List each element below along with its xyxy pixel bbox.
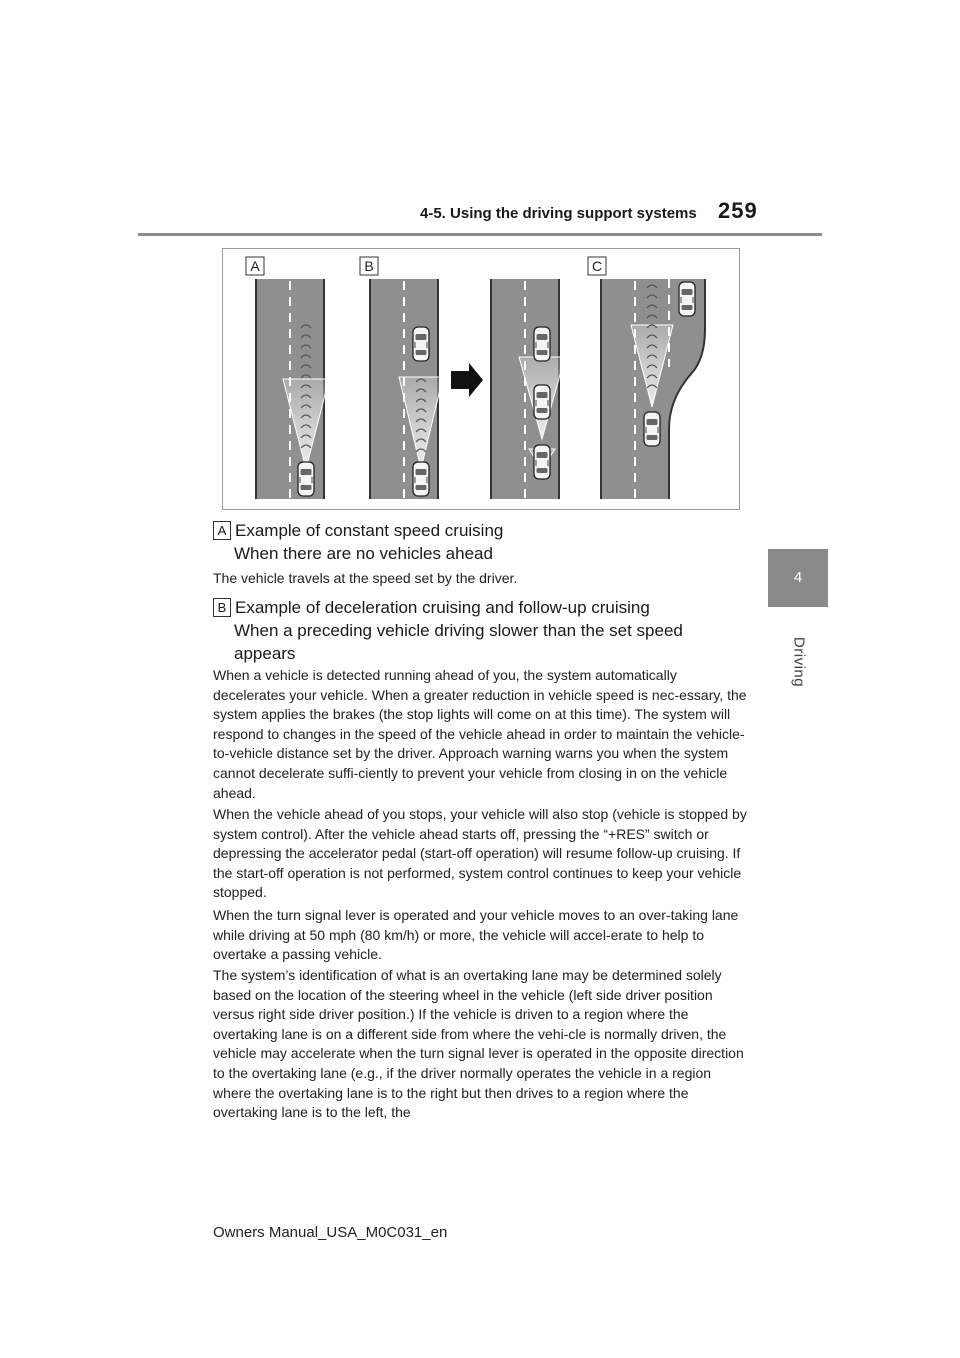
section-b-subtitle: When a preceding vehicle driving slower than the set speed xyxy=(234,621,683,640)
svg-text:A: A xyxy=(250,258,260,274)
section-a-heading xyxy=(213,519,503,565)
vehicle-icon xyxy=(534,327,550,361)
svg-text:C: C xyxy=(591,258,603,274)
header-divider xyxy=(138,233,822,236)
section-title: 4-5. Using the driving support systems xyxy=(420,205,697,222)
section-a-subtitle: When there are no vehicles ahead xyxy=(234,544,493,563)
section-a-label: A xyxy=(213,521,231,540)
vehicle-icon xyxy=(534,385,550,419)
section-b-paragraph-3: When the turn signal lever is operated and your vehicle moves to an over-taking lane while driving at 50 mph (80 km/h) or more, the vehicle will accel-erate to help to overtake a passing vehicle. xyxy=(213,907,739,963)
section-a-paragraph: The vehicle travels at the speed set by the driver. xyxy=(213,570,518,586)
section-b-paragraph-1: When a vehicle is detected running ahead of you, the system automatically decelerates your vehicle. When a greater reduction in vehicle speed is nec-essary, the system applies the brakes (the stop lights will come on at this time). The system will respond to changes in the speed of the vehicle ahead in order to maintain the vehicle-to-vehicle distance set by the driver. Approach warning warns you when the system cannot decelerate suffi-ciently to prevent your vehicle from closing in on the vehicle ahead. xyxy=(213,667,747,801)
vehicle-icon xyxy=(413,327,429,361)
section-b-heading xyxy=(213,596,683,665)
section-b-paragraph-2: When the vehicle ahead of you stops, your vehicle will also stop (vehicle is stopped by system control). After the vehicle ahead starts off, pressing the “+RES” switch or depressing the accelerator pedal (start-off operation) will resume follow-up cruising. If the start-off operation is not performed, system control continues to keep your vehicle stopped. xyxy=(213,806,747,901)
section-b-subtitle-cont: appears xyxy=(234,644,296,663)
svg-text:B: B xyxy=(364,258,374,274)
chapter-label: Driving xyxy=(790,636,808,688)
vehicle-icon xyxy=(644,412,660,446)
arrow-right-icon xyxy=(451,363,483,397)
panel-label-a xyxy=(246,257,264,275)
vehicle-icon xyxy=(413,462,429,496)
section-b-title: Example of deceleration cruising and follow-up cruising xyxy=(235,598,650,617)
vehicle-icon xyxy=(298,462,314,496)
footer-doc-id: Owners Manual_USA_M0C031_en xyxy=(213,1224,448,1241)
vehicle-icon xyxy=(534,445,550,479)
section-a-title: Example of constant speed cruising xyxy=(235,521,504,540)
cruise-control-illustration xyxy=(222,248,740,510)
section-b-paragraph-4: The system’s identification of what is an overtaking lane may be determined solely based on the location of the steering wheel in the vehicle (left side driver position versus right side driver position.) If the vehicle is driven to a region where the overtaking lane is on a different side from where the vehi-cle is normally driven, the vehicle may accelerate when the turn signal lever is operated in the opposite direction to the overtaking lane (e.g., if the driver normally operates the vehicle in a region where the overtaking lane is to the right but then drives to a region where the overtaking lane is to the left, the xyxy=(213,967,744,1121)
panel-label-b xyxy=(360,257,378,275)
vehicle-icon xyxy=(679,282,695,316)
panel-label-c xyxy=(588,257,606,275)
chapter-tab: 4 xyxy=(768,549,828,607)
section-b-label: B xyxy=(213,598,231,617)
page-number: 259 xyxy=(718,198,758,223)
